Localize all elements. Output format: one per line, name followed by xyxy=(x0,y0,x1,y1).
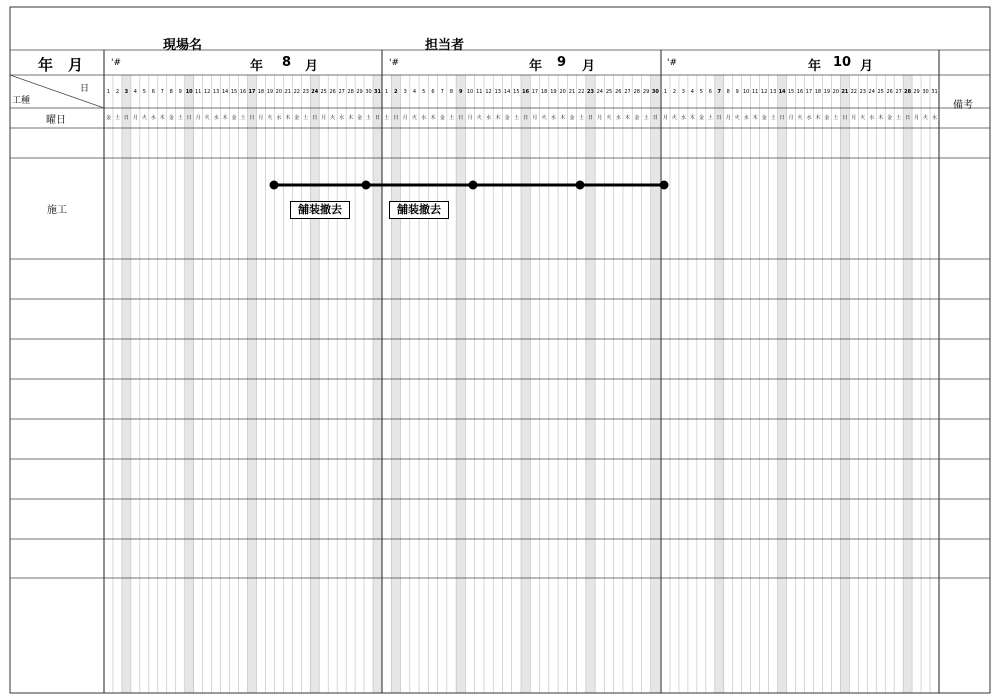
day-number: 27 xyxy=(338,89,345,95)
sunday-column xyxy=(778,75,787,693)
work-type-cell xyxy=(10,259,104,299)
day-number: 17 xyxy=(531,89,539,95)
weekday-cell: 火 xyxy=(606,115,612,121)
weekday-cell: 木 xyxy=(625,115,631,121)
day-number: 22 xyxy=(850,89,857,95)
day-number: 19 xyxy=(266,89,274,95)
day-number: 2 xyxy=(672,89,677,95)
work-type-cell xyxy=(10,339,104,379)
weekday-cell: 木 xyxy=(495,115,501,121)
work-type-cell xyxy=(10,539,104,578)
work-type-cell xyxy=(10,499,104,539)
day-number: 12 xyxy=(760,89,768,95)
day-number: 12 xyxy=(485,89,492,95)
weekday-cell: 金 xyxy=(439,115,445,121)
weekday-cell: 日 xyxy=(123,115,129,121)
day-number: 6 xyxy=(708,89,712,95)
weekday-cell: 日 xyxy=(375,115,381,121)
sunday-column xyxy=(586,75,595,693)
year-prefix: '# xyxy=(389,58,400,68)
day-number: 25 xyxy=(320,89,327,95)
sunday-column xyxy=(247,75,256,693)
weekday-cell: 金 xyxy=(569,115,575,121)
month-number: 10 xyxy=(833,55,852,70)
day-corner-label: 日 xyxy=(80,84,90,94)
schedule-node xyxy=(660,181,669,190)
day-number: 8 xyxy=(169,89,173,95)
day-number: 3 xyxy=(124,89,129,95)
weekday-cell: 日 xyxy=(905,115,911,121)
year-prefix: '# xyxy=(667,58,678,68)
day-number: 22 xyxy=(293,89,300,95)
weekday-cell: 日 xyxy=(186,115,192,121)
activity-label: 舗装撤去 xyxy=(290,201,350,219)
day-number: 30 xyxy=(365,89,372,95)
schedule-node xyxy=(362,181,371,190)
sunday-column xyxy=(903,75,912,693)
day-number: 15 xyxy=(787,89,795,95)
weekday-cell: 金 xyxy=(761,115,767,121)
weekday-cell: 月 xyxy=(195,115,201,121)
day-number: 24 xyxy=(596,89,603,95)
weekday-cell: 土 xyxy=(114,115,120,121)
day-number: 16 xyxy=(796,89,804,95)
month-number: 8 xyxy=(282,55,292,70)
day-number: 29 xyxy=(356,89,363,95)
weekday-cell: 土 xyxy=(240,115,246,121)
day-number: 27 xyxy=(624,89,631,95)
weekday-cell: 土 xyxy=(177,115,183,121)
day-number: 13 xyxy=(769,89,777,95)
day-number: 7 xyxy=(717,89,722,95)
day-number: 18 xyxy=(814,89,822,95)
weekday-cell: 火 xyxy=(541,115,547,121)
remarks-label: 備考 xyxy=(953,100,973,111)
schedule-node xyxy=(469,181,478,190)
day-number: 23 xyxy=(859,89,866,95)
day-number: 3 xyxy=(681,89,685,95)
day-number: 12 xyxy=(203,89,211,95)
day-number: 6 xyxy=(431,89,435,95)
weekday-cell: 水 xyxy=(150,115,156,121)
weekday-cell: 火 xyxy=(797,115,803,121)
day-number: 23 xyxy=(302,89,309,95)
day-number: 29 xyxy=(642,89,650,95)
weekday-cell: 水 xyxy=(869,115,875,121)
day-number: 26 xyxy=(615,89,622,95)
weekday-cell: 木 xyxy=(159,115,165,121)
work-type-cell xyxy=(10,299,104,339)
weekday-label: 曜日 xyxy=(46,115,66,126)
weekday-cell: 土 xyxy=(448,115,454,121)
weekday-cell: 月 xyxy=(597,115,603,121)
activity-label: 舗装撤去 xyxy=(389,201,449,219)
weekday-cell: 木 xyxy=(815,115,821,121)
weekday-cell: 木 xyxy=(878,115,884,121)
weekday-cell: 月 xyxy=(258,115,264,121)
weekday-cell: 火 xyxy=(476,115,482,121)
sunday-column xyxy=(122,75,131,693)
weekday-cell: 日 xyxy=(842,115,848,121)
work-type-cell xyxy=(10,459,104,499)
day-number: 5 xyxy=(422,89,426,95)
weekday-cell: 日 xyxy=(249,115,255,121)
weekday-cell: 金 xyxy=(887,115,893,121)
day-number: 31 xyxy=(931,89,938,95)
day-number: 20 xyxy=(275,89,283,95)
weekday-cell: 月 xyxy=(662,115,668,121)
weekday-cell: 月 xyxy=(851,115,857,121)
day-number: 7 xyxy=(160,89,164,95)
day-number: 13 xyxy=(494,89,501,95)
weekday-cell: 水 xyxy=(421,115,427,121)
day-number: 23 xyxy=(587,89,594,95)
day-number: 15 xyxy=(230,89,238,95)
weekday-cell: 土 xyxy=(833,115,839,121)
weekday-cell: 日 xyxy=(312,115,318,121)
work-type-cell xyxy=(10,419,104,459)
weekday-cell: 土 xyxy=(707,115,713,121)
weekday-cell: 水 xyxy=(615,115,621,121)
sunday-column xyxy=(373,75,382,693)
work-type-cell xyxy=(10,128,104,158)
day-number: 24 xyxy=(868,89,875,95)
day-number: 20 xyxy=(832,89,840,95)
day-number: 28 xyxy=(904,89,912,95)
weekday-cell: 火 xyxy=(267,115,273,121)
day-number: 7 xyxy=(440,89,444,95)
day-number: 5 xyxy=(699,89,703,95)
day-number: 21 xyxy=(841,89,849,95)
weekday-cell: 火 xyxy=(330,115,336,121)
weekday-cell: 金 xyxy=(231,115,237,121)
weekday-cell: 水 xyxy=(339,115,345,121)
sunday-column xyxy=(391,75,400,693)
schedule-node xyxy=(576,181,585,190)
sunday-column xyxy=(185,75,194,693)
weekday-cell: 土 xyxy=(303,115,309,121)
weekday-cell: 日 xyxy=(652,115,658,121)
weekday-cell: 木 xyxy=(752,115,758,121)
year-label: 年 xyxy=(250,59,264,74)
day-number: 1 xyxy=(106,89,111,95)
work-type-cell: 施工 xyxy=(47,205,67,216)
day-number: 2 xyxy=(115,89,120,95)
weekday-cell: 火 xyxy=(923,115,929,121)
weekday-cell: 月 xyxy=(402,115,408,121)
day-number: 4 xyxy=(133,89,137,95)
day-number: 28 xyxy=(633,89,640,95)
year-prefix: '# xyxy=(111,58,122,68)
day-number: 10 xyxy=(185,89,193,95)
weekday-cell: 日 xyxy=(716,115,722,121)
weekday-cell: 月 xyxy=(132,115,138,121)
day-number: 25 xyxy=(605,89,613,95)
weekday-cell: 木 xyxy=(560,115,566,121)
weekday-cell: 金 xyxy=(504,115,510,121)
weekday-cell: 土 xyxy=(896,115,902,121)
weekday-cell: 金 xyxy=(824,115,830,121)
weekday-cell: 水 xyxy=(550,115,556,121)
day-number: 10 xyxy=(466,89,474,95)
day-number: 3 xyxy=(403,89,407,95)
day-number: 10 xyxy=(742,89,750,95)
weekday-cell: 木 xyxy=(430,115,436,121)
day-number: 18 xyxy=(257,89,265,95)
weekday-cell: 火 xyxy=(860,115,866,121)
weekday-cell: 木 xyxy=(689,115,695,121)
day-number: 31 xyxy=(374,89,381,95)
sunday-column xyxy=(456,75,465,693)
weekday-cell: 日 xyxy=(458,115,464,121)
weekday-cell: 土 xyxy=(770,115,776,121)
work-type-corner-label: 工種 xyxy=(12,96,31,106)
year-label: 年 xyxy=(808,59,822,74)
weekday-cell: 火 xyxy=(671,115,677,121)
day-number: 11 xyxy=(194,89,202,95)
day-number: 14 xyxy=(778,89,786,95)
month-number: 9 xyxy=(557,55,567,70)
day-number: 2 xyxy=(394,89,398,95)
day-number: 1 xyxy=(663,89,668,95)
day-number: 27 xyxy=(895,89,902,95)
weekday-cell: 月 xyxy=(788,115,794,121)
day-number: 13 xyxy=(212,89,220,95)
day-number: 11 xyxy=(476,89,483,95)
weekday-cell: 木 xyxy=(285,115,291,121)
sunday-column xyxy=(310,75,319,693)
weekday-cell: 月 xyxy=(725,115,731,121)
weekday-cell: 金 xyxy=(105,115,111,121)
weekday-cell: 日 xyxy=(523,115,529,121)
weekday-cell: 水 xyxy=(932,115,938,121)
sunday-column xyxy=(521,75,530,693)
day-number: 5 xyxy=(142,89,146,95)
sunday-column xyxy=(715,75,724,693)
day-number: 24 xyxy=(311,89,319,95)
work-type-cell xyxy=(10,578,104,693)
day-number: 20 xyxy=(559,89,566,95)
weekday-cell: 火 xyxy=(141,115,147,121)
weekday-cell: 水 xyxy=(806,115,812,121)
day-number: 9 xyxy=(459,89,463,95)
weekday-cell: 金 xyxy=(168,115,174,121)
day-number: 4 xyxy=(412,89,417,95)
day-number: 19 xyxy=(550,89,557,95)
weekday-cell: 水 xyxy=(486,115,492,121)
weekday-cell: 水 xyxy=(213,115,219,121)
weekday-cell: 水 xyxy=(743,115,749,121)
weekday-cell: 土 xyxy=(366,115,372,121)
day-number: 28 xyxy=(347,89,354,95)
weekday-cell: 日 xyxy=(587,115,593,121)
weekday-cell: 土 xyxy=(643,115,649,121)
weekday-cell: 金 xyxy=(634,115,640,121)
weekday-cell: 日 xyxy=(779,115,785,121)
day-number: 17 xyxy=(248,89,256,95)
weekday-cell: 月 xyxy=(321,115,327,121)
site-name-label: 現場名 xyxy=(163,38,203,53)
day-number: 11 xyxy=(751,89,759,95)
weekday-cell: 火 xyxy=(734,115,740,121)
day-number: 8 xyxy=(449,89,454,95)
weekday-cell: 水 xyxy=(680,115,686,121)
schedule-node xyxy=(270,181,279,190)
weekday-cell: 月 xyxy=(914,115,920,121)
day-number: 9 xyxy=(178,89,182,95)
day-number: 30 xyxy=(922,89,929,95)
day-number: 16 xyxy=(522,89,530,95)
day-number: 18 xyxy=(540,89,548,95)
day-number: 14 xyxy=(221,89,229,95)
weekday-cell: 土 xyxy=(384,115,390,121)
weekday-cell: 火 xyxy=(204,115,210,121)
weekday-cell: 木 xyxy=(348,115,354,121)
day-number: 21 xyxy=(568,89,576,95)
day-number: 15 xyxy=(513,89,520,95)
day-number: 21 xyxy=(284,89,291,95)
month-label: 月 xyxy=(582,59,596,74)
year-label: 年 xyxy=(529,59,543,74)
weekday-cell: 水 xyxy=(276,115,282,121)
weekday-cell: 金 xyxy=(698,115,704,121)
weekday-cell: 月 xyxy=(532,115,538,121)
day-number: 25 xyxy=(877,89,884,95)
weekday-cell: 金 xyxy=(294,115,300,121)
weekday-cell: 日 xyxy=(393,115,399,121)
weekday-cell: 月 xyxy=(467,115,473,121)
sunday-column xyxy=(651,75,660,693)
day-number: 17 xyxy=(805,89,813,95)
month-label: 月 xyxy=(305,59,319,74)
day-number: 29 xyxy=(913,89,920,95)
month-label: 月 xyxy=(860,59,874,74)
weekday-cell: 木 xyxy=(222,115,228,121)
day-number: 1 xyxy=(385,89,389,95)
weekday-cell: 土 xyxy=(578,115,584,121)
sunday-column xyxy=(840,75,849,693)
day-number: 9 xyxy=(735,89,739,95)
year-month-label: 年 月 xyxy=(38,56,84,74)
day-number: 30 xyxy=(651,89,659,95)
day-number: 22 xyxy=(578,89,585,95)
day-number: 19 xyxy=(823,89,831,95)
weekday-cell: 火 xyxy=(411,115,417,121)
day-number: 6 xyxy=(151,89,155,95)
day-number: 16 xyxy=(239,89,247,95)
work-type-cell xyxy=(10,379,104,419)
day-number: 26 xyxy=(329,89,336,95)
person-in-charge-label: 担当者 xyxy=(425,38,465,53)
weekday-cell: 土 xyxy=(513,115,519,121)
day-number: 26 xyxy=(886,89,893,95)
day-number: 4 xyxy=(690,89,694,95)
day-number: 8 xyxy=(726,89,730,95)
day-number: 14 xyxy=(503,89,511,95)
weekday-cell: 金 xyxy=(357,115,363,121)
